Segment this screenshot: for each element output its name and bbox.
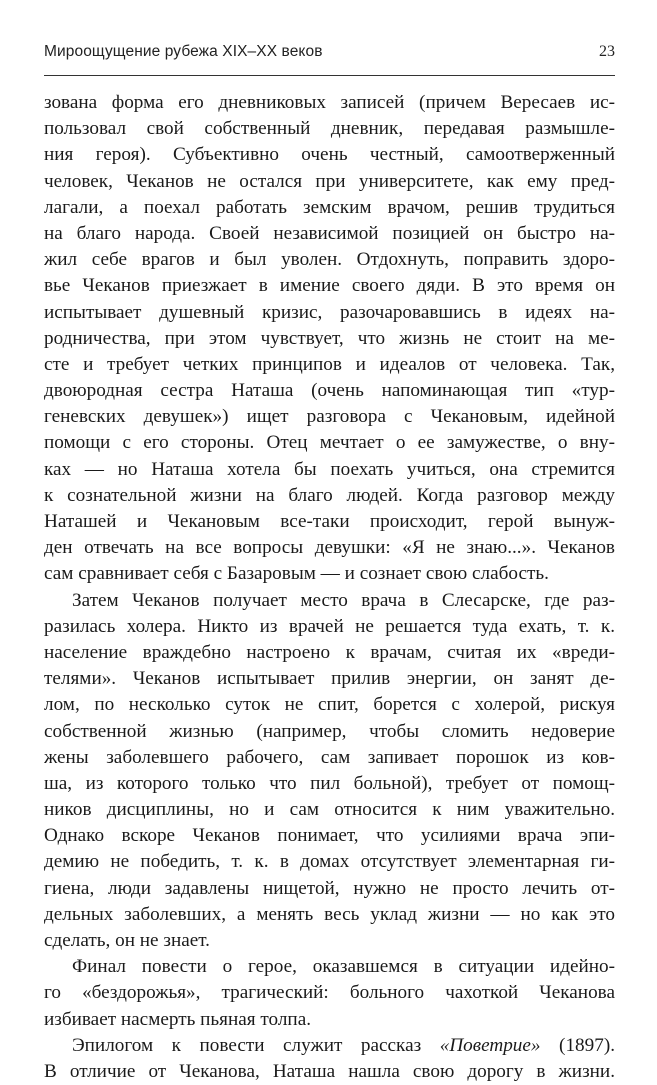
- text-line: Наташей и Чекановым все-таки происходит, герой вынуж-: [44, 511, 615, 532]
- body-text: [44, 90, 615, 1085]
- text-line: лом, по несколько суток не спит, борется с холерой, рискуя: [44, 694, 615, 716]
- paragraph-4: [44, 1033, 615, 1085]
- text-line: гиена, люди задавлены нищетой, нужно не просто лечить от-: [44, 877, 615, 899]
- text-segment: Эпилогом к повести служит рассказ: [72, 1034, 440, 1056]
- text-line: сте и требует четких принципов и идеалов от человека. Так,: [44, 353, 615, 375]
- text-line: родничества, при этом чувствует, что жизнь не стоит на ме-: [44, 327, 615, 349]
- paragraph-1: [44, 90, 615, 588]
- text-line: человек, Чеканов не остался при университете, как ему пред-: [44, 170, 615, 192]
- text-line: население враждебно настроено к врачам, считая их «вреди-: [44, 641, 615, 663]
- text-line: на благо народа. Своей независимой позицией он быстро на-: [44, 222, 615, 244]
- text-line: В отличие от Чеканова, Наташа нашла свою дорогу в жизни.: [44, 1060, 615, 1082]
- page-number: 23: [599, 43, 615, 60]
- text-line: разилась холера. Никто из врачей не решается туда ехать, т. к.: [44, 615, 615, 637]
- text-line: телями». Чеканов испытывает прилив энергии, он занят де-: [44, 668, 615, 690]
- header-divider: [44, 75, 615, 76]
- text-line: сам сравнивает себя с Базаровым — и сознает свою слабость.: [44, 563, 549, 585]
- text-line: двоюродная сестра Наташа (очень напоминающая тип «тур-: [44, 380, 615, 402]
- text-line: собственной жизнью (например, чтобы сломить недоверие: [44, 720, 615, 742]
- paragraph-3: [44, 954, 615, 1033]
- text-line: Финал повести о герое, оказавшемся в ситуации идейно-: [72, 956, 615, 978]
- text-line: помощи с его стороны. Отец мечтает о ее замужестве, о вну-: [44, 432, 615, 454]
- text-line: Однако вскоре Чеканов понимает, что усилиями врача эпи-: [44, 825, 615, 847]
- text-line: зована форма его дневниковых записей (причем Вересаев ис-: [44, 92, 615, 113]
- running-title: Мироощущение рубежа XIX–XX веков: [44, 43, 323, 60]
- text-line: [44, 1033, 615, 1059]
- text-line: жены заболевшего рабочего, сам запивает порошок из ков-: [44, 746, 615, 768]
- paragraph-2: [44, 588, 615, 955]
- text-line: к сознательной жизни на благо людей. Когда разговор между: [44, 484, 615, 506]
- text-line: ша, из которого только что пил больной), требует от помощ-: [44, 772, 615, 794]
- text-segment: (1897).: [540, 1034, 615, 1056]
- text-line: Затем Чеканов получает место врача в Слесарске, где раз-: [72, 589, 615, 611]
- text-line: ках — но Наташа хотела бы поехать учиться, она стремится: [44, 458, 615, 480]
- story-title: «Поветрие»: [439, 1034, 541, 1056]
- running-head: [44, 43, 615, 65]
- text-line: го «бездорожья», трагический: больного чахоткой Чеканова: [44, 982, 615, 1004]
- text-line: сделать, он не знает.: [44, 930, 210, 951]
- text-line: вье Чеканов приезжает в имение своего дяди. В это время он: [44, 275, 615, 297]
- text-line: дельных заболевших, а менять весь уклад жизни — но как это: [44, 903, 615, 925]
- text-line: лагали, а поехал работать земским врачом, решив трудиться: [44, 196, 615, 218]
- text-line: избивает насмерть пьяная толпа.: [44, 1008, 312, 1030]
- text-line: ния героя). Субъективно очень честный, самоотверженный: [44, 144, 615, 166]
- text-line: геневских девушек») ищет разговора с Чекановым, идейной: [44, 406, 615, 428]
- text-line: жил себе врагов и был уволен. Отдохнуть, поправить здоро-: [44, 249, 615, 271]
- text-line: ден отвечать на все вопросы девушки: «Я не знаю...». Чеканов: [44, 537, 615, 559]
- text-line: демию не победить, т. к. в домах отсутствует элементарная ги-: [44, 851, 615, 873]
- text-line: пользовал свой собственный дневник, передавая размышле-: [44, 118, 615, 140]
- text-line: ников дисциплины, но и сам относится к ним уважительно.: [44, 799, 615, 821]
- text-line: испытывает душевный кризис, разочаровавшись в идеях на-: [44, 301, 615, 323]
